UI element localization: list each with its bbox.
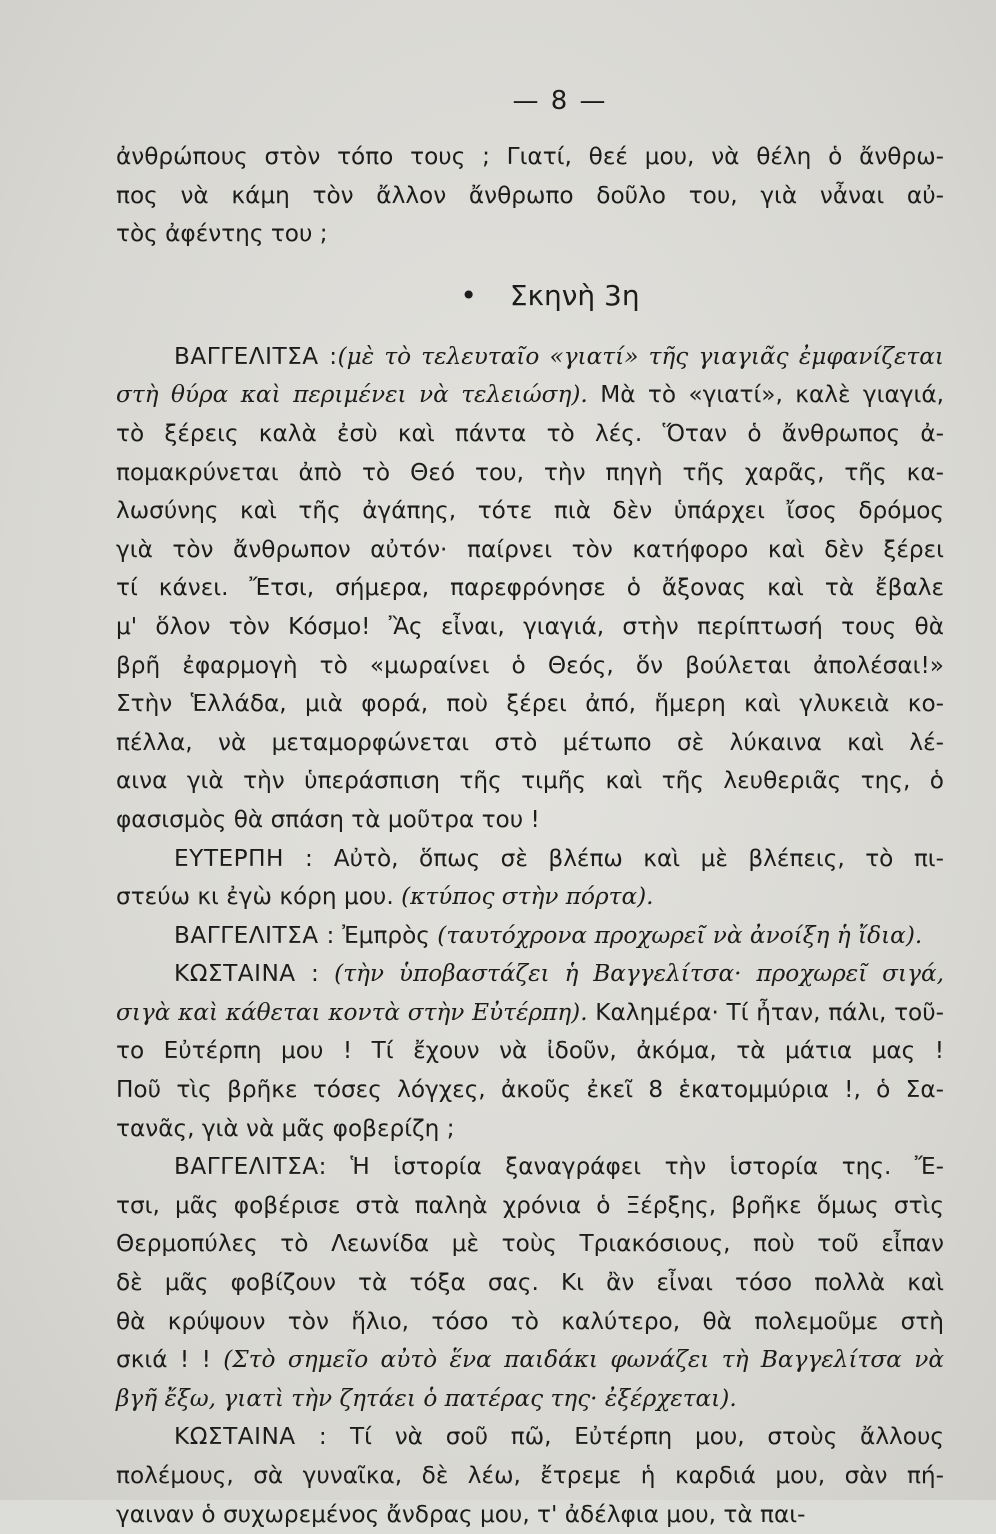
- dialogue-text: σκιά ! !: [116, 1346, 224, 1374]
- speaker-name: ΕΥΤΕΡΠΗ :: [174, 844, 314, 872]
- text-line: [116, 338, 944, 377]
- dialogue-paragraph: [116, 1418, 944, 1534]
- dialogue-text: τανᾶς, γιὰ νὰ μᾶς φοβερίζη ;: [116, 1114, 455, 1142]
- text-line: [116, 1457, 944, 1496]
- dialogue-text: Στὴν Ἑλλάδα, μιὰ φορά, ποὺ ξέρει ἀπό, ἥμερη καὶ γλυκειὰ κο-: [116, 690, 944, 718]
- body-text: [116, 138, 944, 1534]
- text-line: [116, 608, 944, 647]
- stage-direction: σιγὰ καὶ κάθεται κοντὰ στὴν Εὐτέρπη).: [116, 998, 588, 1026]
- scene-title: Σκηνὴ 3η: [509, 278, 640, 312]
- dialogue-text: στεύω κι ἐγὼ κόρη μου.: [116, 883, 402, 911]
- dialogue-text: Ἡ ἱστορία ξαναγράφει τὴν ἱστορία της. Ἔ-: [326, 1153, 944, 1181]
- text-line: [116, 569, 944, 608]
- text-line: [116, 1071, 944, 1110]
- text-line: [116, 840, 944, 879]
- dialogue-paragraph: [116, 840, 944, 917]
- text-line: [116, 1225, 944, 1264]
- text-line: [116, 531, 944, 570]
- dialogue-text: φασισμὸς θὰ σπάση τὰ μοῦτρα του !: [116, 805, 540, 833]
- text-line: [116, 724, 944, 763]
- dialogue-text: μ' ὅλον τὸν Κόσμο! Ἂς εἶναι, γιαγιά, στὴν περίπτωσή τους θὰ: [116, 612, 944, 640]
- dialogue: [116, 338, 944, 1534]
- speaker-name: ΒΑΓΓΕΛΙΤΣΑ :: [174, 921, 335, 949]
- text-line: [116, 1380, 944, 1419]
- dialogue-text: πομακρύνεται ἀπὸ τὸ Θεό του, τὴν πηγὴ τῆς χαρᾶς, τῆς κα-: [116, 458, 944, 486]
- dialogue-text: Μὰ τὸ «γιατί», καλὲ γιαγιά,: [587, 381, 944, 409]
- speaker-name: ΒΑΓΓΕΛΙΤΣΑ :: [174, 342, 338, 370]
- dialogue-text: αινα γιὰ τὴν ὑπεράσπιση τῆς τιμῆς καὶ τῆς λευθεριᾶς της, ὁ: [116, 767, 944, 795]
- text-line: [116, 994, 944, 1033]
- text-line: [116, 1341, 944, 1380]
- stage-direction: (μὲ τὸ τελευταῖο «γιατί» τῆς γιαγιᾶς ἐμφανίζεται: [337, 342, 944, 370]
- dialogue-text: Ποῦ τὶς βρῆκε τόσες λόγχες, ἀκοῦς ἐκεῖ 8 ἑκατομμύρια !, ὁ Σα-: [116, 1076, 944, 1104]
- dialogue-text: γιὰ τὸν ἄνθρωπον αὐτόν· παίρνει τὸν κατήφορο καὶ δὲν ξέρει: [116, 535, 944, 563]
- dialogue-paragraph: [116, 955, 944, 1148]
- dialogue-text: τσι, μᾶς φοβέρισε στὰ παληὰ χρόνια ὁ Ξέρξης, βρῆκε ὅμως στὶς: [116, 1191, 944, 1219]
- text-line: [116, 685, 944, 724]
- dialogue-text: δὲ μᾶς φοβίζουν τὰ τόξα σας. Κι ἂν εἶναι τόσο πολλὰ καὶ: [116, 1269, 944, 1297]
- dialogue-text: βρῆ ἐφαρμογὴ τὸ «μωραίνει ὁ Θεός, ὅν βούλεται ἀπολέσαι!»: [116, 651, 944, 679]
- text-line: [116, 801, 944, 840]
- text-line: [116, 1418, 944, 1457]
- stage-direction: στὴ θύρα καὶ περιμένει νὰ τελειώση).: [116, 381, 588, 409]
- text-line: πος νὰ κάμη τὸν ἄλλον ἄνθρωπο δοῦλο του, γιὰ νἆναι αὐ-: [116, 181, 944, 209]
- dialogue-text: θὰ κρύψουν τὸν ἥλιο, τόσο τὸ καλύτερο, θὰ πολεμοῦμε στὴ: [116, 1307, 944, 1335]
- scene-heading: [116, 276, 944, 316]
- dialogue-text: γαιναν ὁ συχωρεμένος ἄνδρας μου, τ' ἀδέλφια μου, τὰ παι-: [116, 1500, 806, 1528]
- text-line: [116, 1496, 944, 1534]
- stage-direction: (Στὸ σημεῖο αὐτὸ ἕνα παιδάκι φωνάζει τὴ Βαγγελίτσα νὰ: [223, 1346, 944, 1374]
- dialogue-text: το Εὐτέρπη μου ! Τί ἔχουν νὰ ἰδοῦν, ἀκόμα, τὰ μάτια μας !: [116, 1037, 944, 1065]
- dialogue-paragraph: [116, 917, 944, 956]
- text-line: [116, 1187, 944, 1226]
- dialogue-text: Τί νὰ σοῦ πῶ, Εὐτέρπη μου, στοὺς ἄλλους: [327, 1423, 944, 1451]
- dialogue-text: Θερμοπύλες τὸ Λεωνίδα μὲ τοὺς Τριακόσιους, ποὺ τοῦ εἶπαν: [116, 1230, 944, 1258]
- dialogue-text: πολέμους, σὰ γυναῖκα, δὲ λέω, ἔτρεμε ἡ καρδιά μου, σὰν πή-: [116, 1462, 944, 1489]
- text-line: [116, 1148, 944, 1187]
- text-line: [116, 878, 944, 917]
- dialogue-text: λωσύνης καὶ τῆς ἀγάπης, τότε πιὰ δὲν ὑπάρχει ἴσος δρόμος: [116, 497, 944, 525]
- text-line: [116, 1032, 944, 1071]
- text-line: [116, 647, 944, 686]
- dialogue-paragraph: [116, 338, 944, 840]
- text-line: τὸς ἀφέντης του ;: [116, 220, 328, 248]
- text-line: [116, 917, 944, 956]
- dialogue-text: Καλημέρα· Τί ἦταν, πάλι, τοῦ-: [587, 998, 944, 1026]
- text-line: [116, 376, 944, 415]
- stage-direction: βγῆ ἔξω, γιατὶ τὴν ζητάει ὁ πατέρας της· ἐξέρχεται).: [116, 1384, 737, 1412]
- stage-direction: (ταυτόχρονα προχωρεῖ νὰ ἀνοίξη ἡ ἴδια).: [437, 921, 923, 949]
- dialogue-paragraph: [116, 1148, 944, 1418]
- speaker-name: ΚΩΣΤΑΙΝΑ :: [174, 1423, 328, 1451]
- dialogue-text: πέλλα, νὰ μεταμορφώνεται στὸ μέτωπο σὲ λύκαινα καὶ λέ-: [116, 728, 944, 756]
- opening-paragraph: [116, 138, 944, 254]
- scene-bullet: •: [460, 278, 477, 312]
- dialogue-text: Ἐμπρὸς: [334, 921, 438, 949]
- text-line: [116, 1303, 944, 1342]
- stage-direction: (κτύπος στὴν πόρτα).: [401, 883, 654, 911]
- page-number: — 8 —: [512, 86, 608, 116]
- text-line: ἀνθρώπους στὸν τόπο τους ; Γιατί, θεέ μου, νὰ θέλη ὁ ἄνθρω-: [116, 143, 944, 170]
- text-line: [116, 492, 944, 531]
- text-line: [116, 955, 944, 994]
- text-line: [116, 1110, 944, 1149]
- dialogue-text: τὸ ξέρεις καλὰ ἐσὺ καὶ πάντα τὸ λές. Ὅταν ὁ ἄνθρωπος ἀ-: [116, 419, 944, 447]
- speaker-name: ΒΑΓΓΕΛΙΤΣΑ:: [174, 1153, 327, 1181]
- speaker-name: ΚΩΣΤΑΙΝΑ :: [174, 960, 320, 988]
- dialogue-text: Αὐτὸ, ὅπως σὲ βλέπω καὶ μὲ βλέπεις, τὸ πι-: [313, 844, 944, 872]
- dialogue-text: τί κάνει. Ἔτσι, σήμερα, παρεφρόνησε ὁ ἄξονας καὶ τὰ ἔβαλε: [116, 574, 944, 602]
- text-line: [116, 415, 944, 454]
- text-line: [116, 454, 944, 493]
- text-line: [116, 1264, 944, 1303]
- stage-direction: (τὴν ὑποβαστάζει ἡ Βαγγελίτσα· προχωρεῖ σιγά,: [319, 960, 944, 988]
- text-line: [116, 762, 944, 801]
